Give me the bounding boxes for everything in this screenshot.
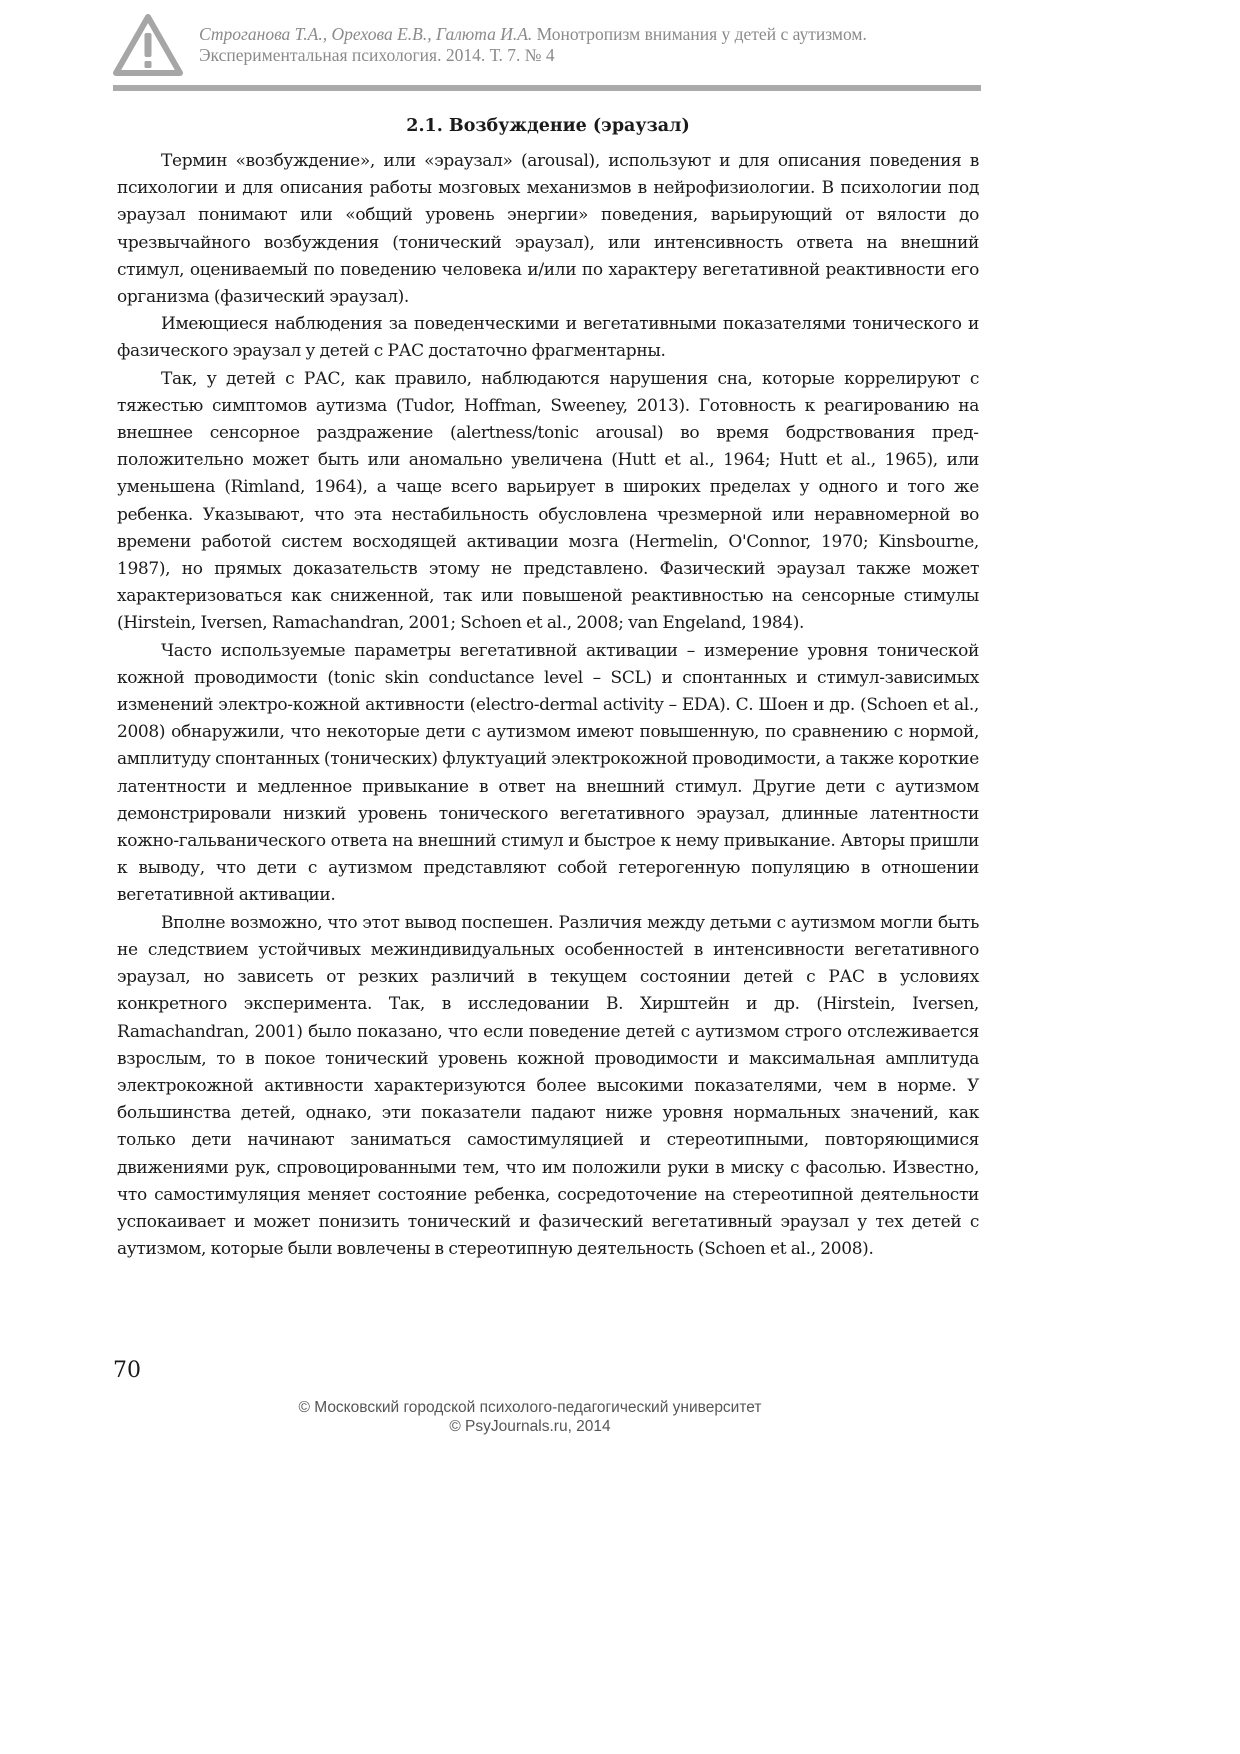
paragraph: Имеющиеся наблюдения за поведенческими и вегетативными показателями тонического и фазического эраузал у детей с РАС достаточно фрагментарны.	[117, 314, 979, 362]
header-citation	[199, 24, 989, 66]
paragraph: Термин «возбуждение», или «эраузал» (arousal), используют и для описания поведения в психологии и для описания работы мозговых механизмов в нейрофизиологии. В психологии под эраузал понимают или «общий уровень энергии» поведения, варьирующий от вялости до чрезвычайного возбуждения (тонический эраузал), или интенсивность ответа на внешний стимул, оцениваемый по поведению человека и/или по характеру вегетативной реактивности его организма (фазический эраузал).	[117, 151, 979, 308]
paragraph: Вполне возможно, что этот вывод поспешен. Различия между детьми с аутизмом могли быть не следствием устойчивых межиндивидуальных особенностей в интенсивности вегетативного эраузал, но зависеть от резких различий в текущем состоянии детей с РАС в условиях конкретного эксперимента. Так, в исследовании В. Хирштейн и др. (Hirstein, Iversen, Ramachandran, 2001) было показано, что если поведение детей с аутизмом строго отслеживается взрослым, то в покое тонический уровень кожной проводимости и максимальная амплитуда электрокожной активности характеризуются более высокими показателями, чем в норме. У большинства детей, однако, эти показатели падают ниже уровня нормальных значений, как только дети начинают заниматься самостимуляцией и стереотипными, повторяющимися движениями рук, спровоцированными тем, что им положили руки в миску с фасолью. Известно, что самостимуляция меняет состояние ребенка, сосредоточение на стереотипной деятельности успокаивает и может понизить тонический и фазический вегетативный эраузал у тех детей с аутизмом, которые были вовлечены в стереотипную деятельность (Schoen et al., 2008).	[117, 912, 979, 1260]
page-number: 70	[113, 1358, 141, 1383]
header-journal-line: Экспериментальная психология. 2014. Т. 7. № 4	[199, 45, 555, 65]
article-body	[117, 114, 979, 1263]
copyright-footer	[0, 1398, 1060, 1436]
running-header	[113, 14, 983, 92]
section-heading: 2.1. Возбуждение (эраузал)	[406, 116, 690, 136]
paragraph: Так, у детей с РАС, как правило, наблюдаются нарушения сна, которые коррелируют с тяжестью симптомов аутизма (Tudor, Hoffman, Sweeney, 2013). Готовность к реагированию на внешнее сенсорное раздражение (alertness/tonic arousal) во время бодрствования предположительно может быть или аномально увеличена (Hutt et al., 1964; Hutt et al., 1965), или уменьшена (Rimland, 1964), а чаще всего варьирует в широких пределах у одного и того же ребенка. Указывают, что эта нестабильность обусловлена чрезмерной или неравномерной во времени работой систем восходящей активации мозга (Hermelin, O'Connor, 1970; Kinsbourne, 1987), но прямых доказательств этому не представлено. Фазический эраузал также может характеризоваться как сниженной, так или повышеной реактивностью на сенсорные стимулы (Hirstein, Iversen, Ramachandran, 2001; Schoen et al., 2008; van Engeland, 1984).	[117, 368, 979, 634]
header-divider	[113, 85, 981, 91]
header-authors: Строганова Т.А., Орехова Е.В., Галюта И.А.	[199, 24, 533, 44]
paragraph: Часто используемые параметры вегетативной активации – измерение уровня тонической кожной проводимости (tonic skin conductance level – SCL) и спонтанных и стимул-зависимых изменений электро-кожной активности (electro-dermal activity – EDA). С. Шоен и др. (Schoen et al., 2008) обнаружили, что некоторые дети с аутизмом имеют повышенную, по сравнению с нормой, амплитуду спонтанных (тонических) флуктуаций электрокожной проводимости, а также короткие латентности и медленное привыкание в ответ на внешний стимул. Другие дети с аутизмом демонстрировали низкий уровень тонического вегетативного эраузал, длинные латентности кожно-гальванического ответа на внешний стимул и быстрое к нему привыкание. Авторы пришли к выводу, что дети с аутизмом представляют собой гетерогенную популяцию в отношении вегетативной активации.	[117, 640, 979, 906]
warning-triangle-icon	[113, 14, 183, 76]
header-article-title: Монотропизм внимания у детей с аутизмом.	[536, 24, 867, 44]
footer-line-site: © PsyJournals.ru, 2014	[449, 1418, 611, 1435]
header-line-1	[199, 24, 989, 45]
footer-line-university: © Московский городской психолого-педагогический университет	[298, 1399, 762, 1416]
